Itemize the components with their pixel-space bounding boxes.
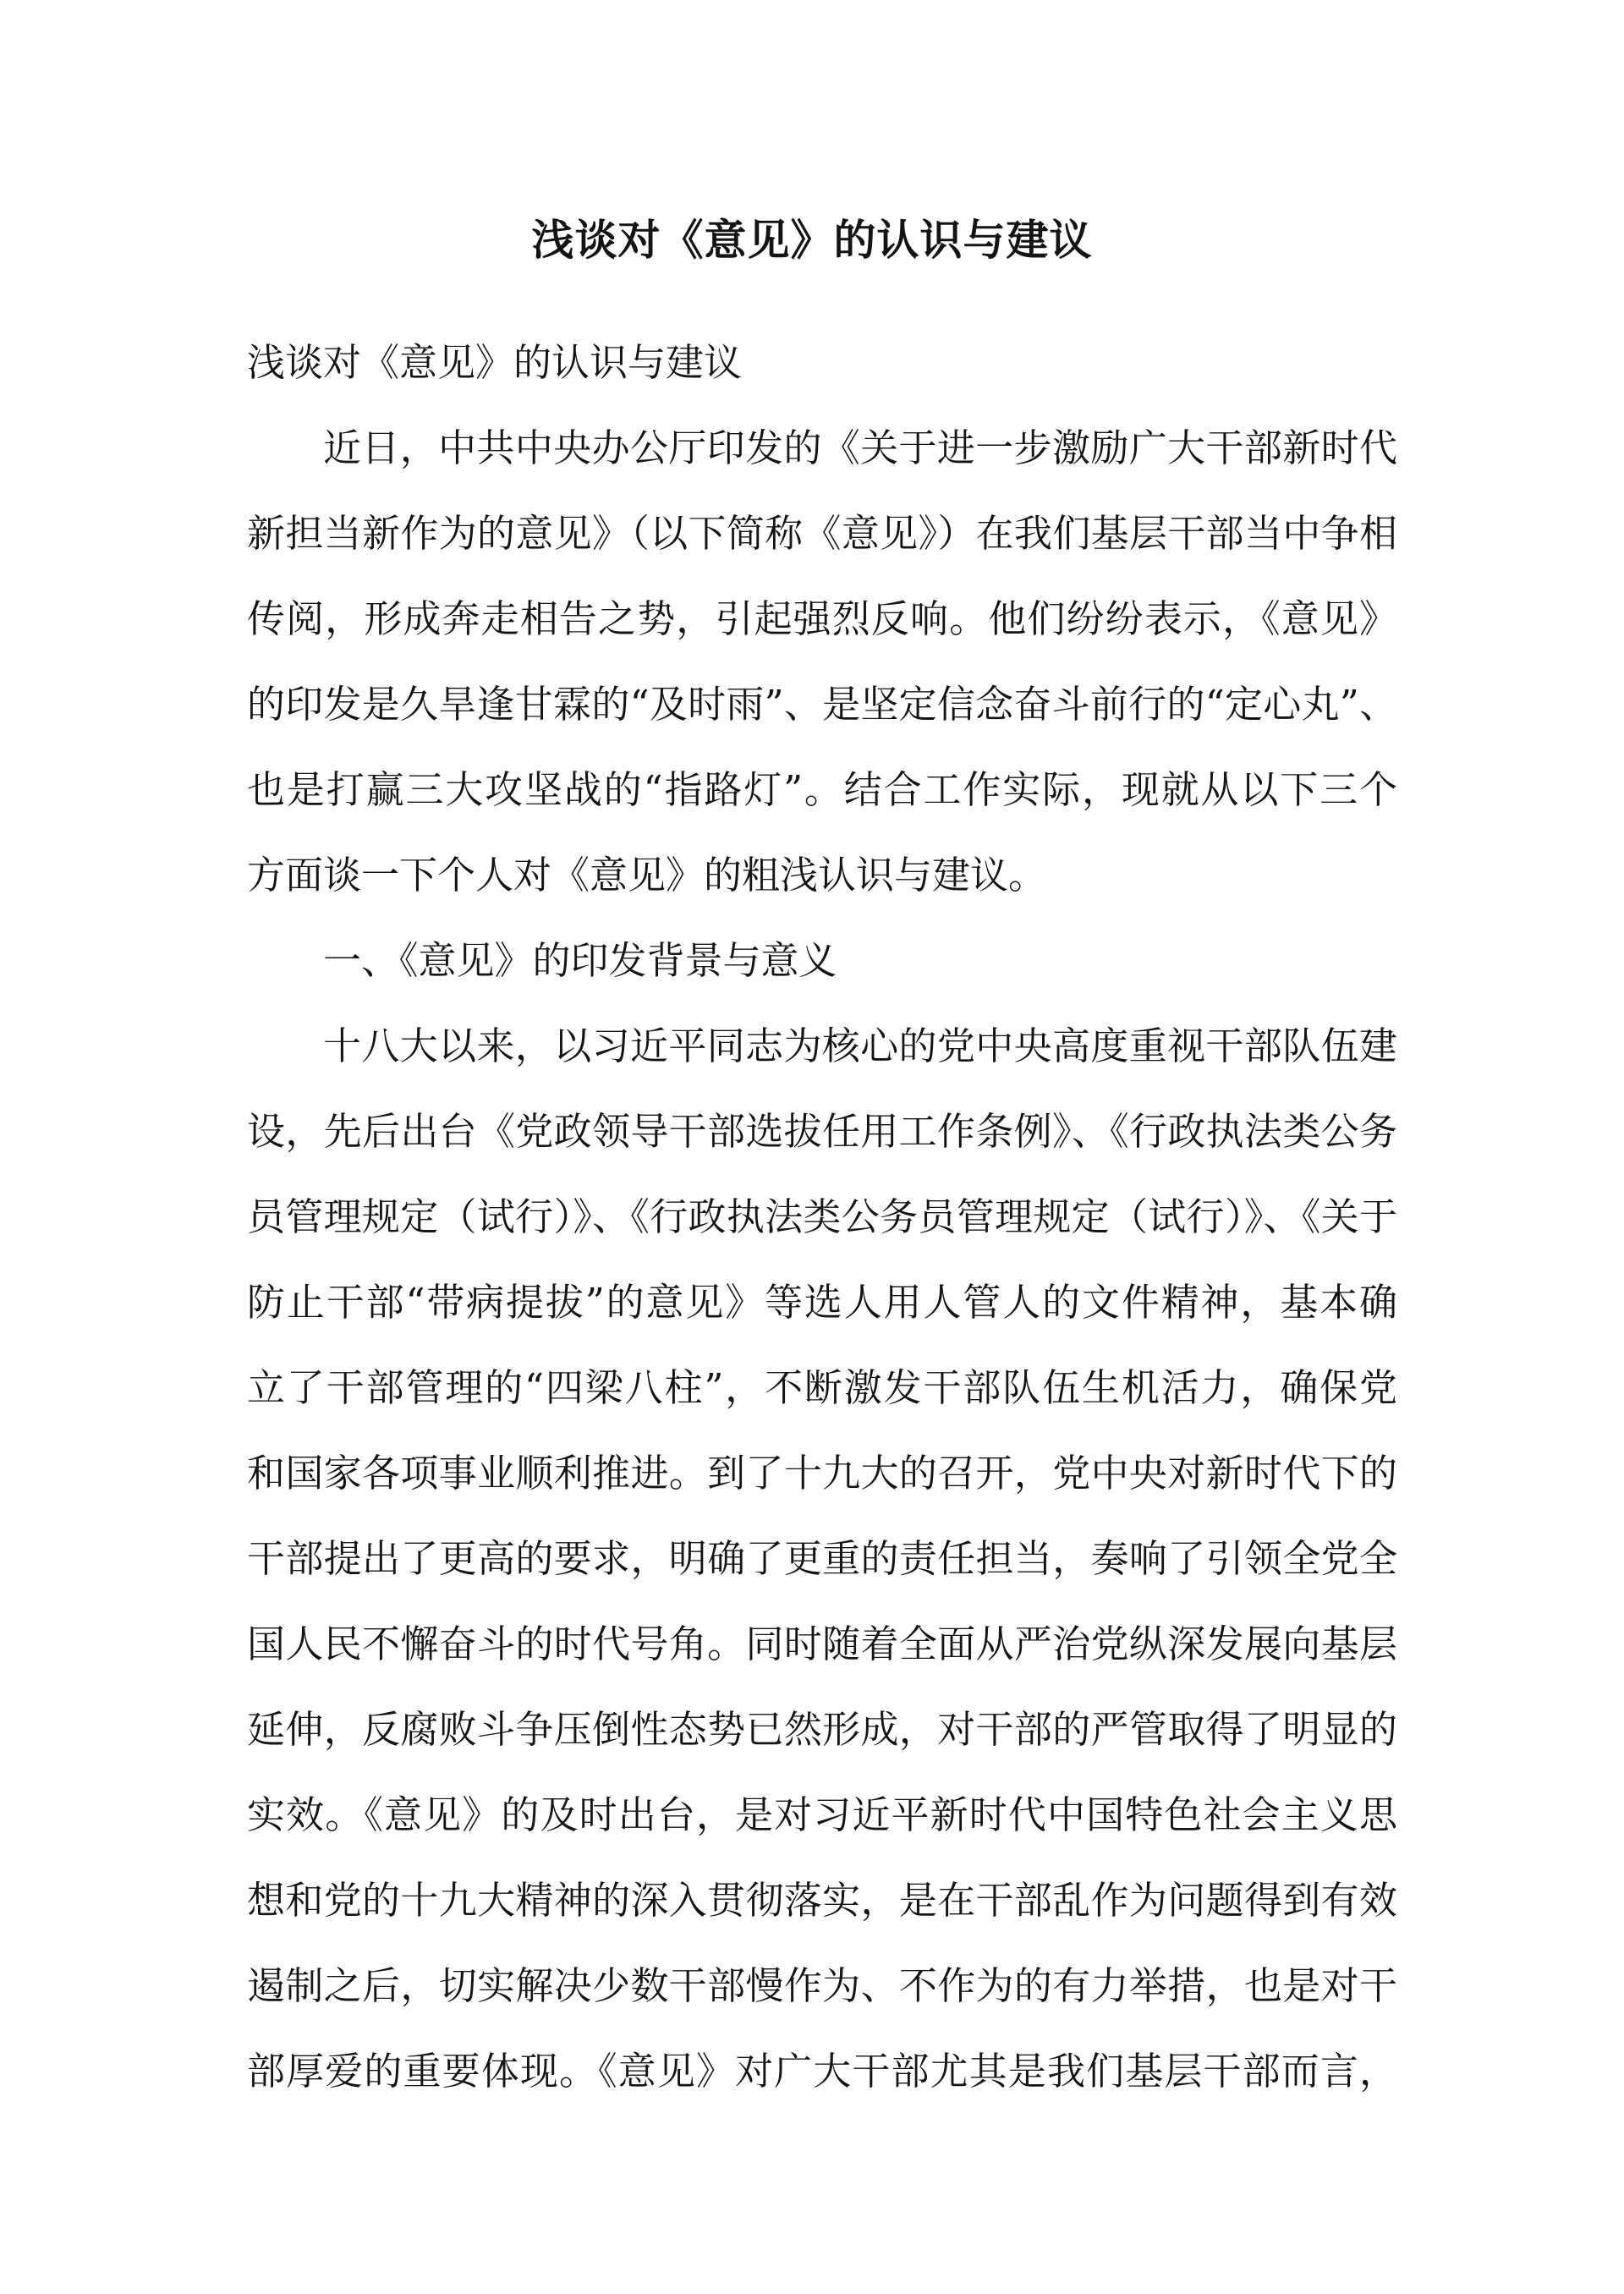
paragraph-line: 实效。《意见》的及时出台，是对习近平新时代中国特色社会主义思 [247,1792,1397,1837]
paragraph-line: 遏制之后，切实解决少数干部慢作为、不作为的有力举措，也是对干 [247,1963,1397,2008]
paragraph-line: 十八大以来，以习近平同志为核心的党中央高度重视干部队伍建 [323,1024,1397,1068]
section-heading: 一、《意见》的印发背景与意义 [323,938,837,983]
subtitle-line: 浅谈对《意见》的认识与建议 [247,340,743,385]
paragraph-line: 方面谈一下个人对《意见》的粗浅认识与建议。 [247,853,1047,897]
paragraph-line: 防止干部“带病提拔”的意见》等选人用人管人的文件精神，基本确 [247,1280,1397,1325]
document-title: 浅谈对《意见》的认识与建议 [531,215,1093,265]
paragraph-line: 国人民不懈奋斗的时代号角。同时随着全面从严治党纵深发展向基层 [247,1622,1397,1666]
paragraph-line: 和国家各项事业顺利推进。到了十九大的召开，党中央对新时代下的 [247,1451,1397,1495]
paragraph-line: 设，先后出台《党政领导干部选拔任用工作条例》、《行政执法类公务 [247,1109,1397,1154]
paragraph-line: 干部提出了更高的要求，明确了更重的责任担当，奏响了引领全党全 [247,1536,1397,1581]
paragraph-line: 传阅，形成奔走相告之势，引起强烈反响。他们纷纷表示，《意见》 [247,596,1397,641]
paragraph-line: 的印发是久旱逢甘霖的“及时雨”、是坚定信念奋斗前行的“定心丸”、 [247,682,1397,727]
paragraph-line: 近日，中共中央办公厅印发的《关于进一步激励广大干部新时代 [323,425,1397,470]
paragraph-line: 立了干部管理的“四梁八柱”，不断激发干部队伍生机活力，确保党 [247,1365,1397,1410]
paragraph-line: 延伸，反腐败斗争压倒性态势已然形成，对干部的严管取得了明显的 [247,1707,1397,1752]
document-body [247,320,1397,2114]
paragraph-line: 新担当新作为的意见》（以下简称《意见》）在我们基层干部当中争相 [247,511,1397,556]
paragraph-line: 部厚爱的重要体现。《意见》对广大干部尤其是我们基层干部而言， [247,2049,1397,2094]
paragraph-line: 员管理规定（试行）》、《行政执法类公务员管理规定（试行）》、《关于 [247,1194,1397,1239]
paragraph-line: 也是打赢三大攻坚战的“指路灯”。结合工作实际，现就从以下三个 [247,767,1397,812]
paragraph-line: 想和党的十九大精神的深入贯彻落实，是在干部乱作为问题得到有效 [247,1878,1397,1923]
